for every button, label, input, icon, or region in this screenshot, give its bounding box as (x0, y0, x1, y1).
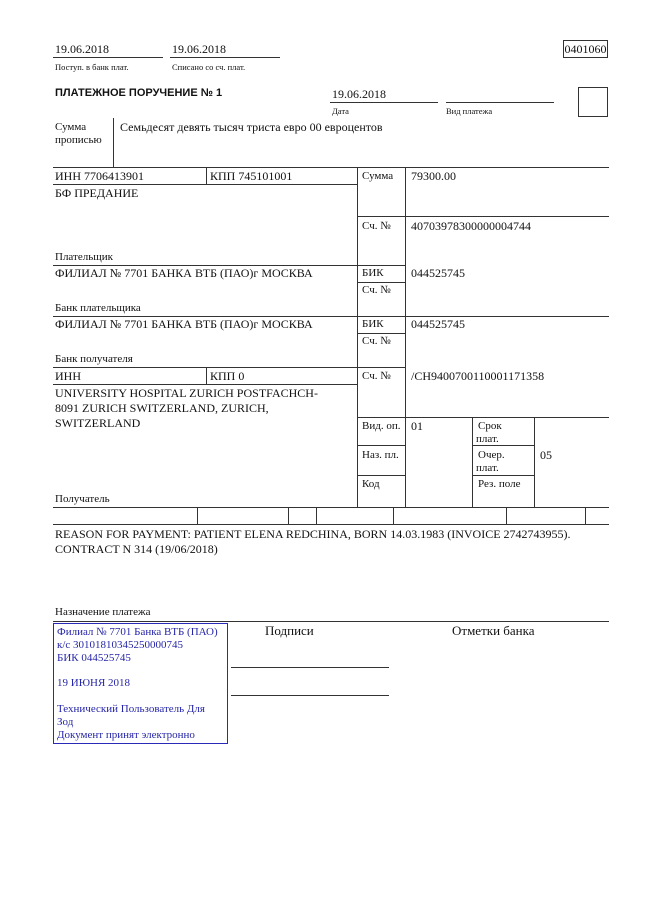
payee-account: /CH9400700110001171358 (411, 369, 545, 383)
stamp-line: Зод (57, 716, 74, 728)
reserve-label: Рез. поле (478, 478, 521, 490)
amount-words-label-1: Сумма (55, 121, 87, 133)
purpose-label: Назначение платежа (55, 606, 151, 618)
payee-bank-name: ФИЛИАЛ № 7701 БАНКА ВТБ (ПАО)г МОСКВА (55, 317, 313, 331)
payer-bik-label: БИК (362, 267, 384, 279)
payer-label: Плательщик (55, 251, 113, 263)
purpose-line-1: REASON FOR PAYMENT: PATIENT ELENA REDCHINA, BORN 14.03.1983 (INVOICE 2742743955). (55, 527, 571, 541)
payee-account-label: Сч. № (362, 370, 391, 382)
stamp-line: к/с 30101810345250000745 (57, 639, 184, 651)
payer-bank-label: Банк плательщика (55, 302, 141, 314)
payer-bik: 044525745 (411, 266, 465, 280)
purpose-line-2: CONTRACT N 314 (19/06/2018) (55, 542, 218, 556)
payer-name: БФ ПРЕДАНИЕ (55, 186, 139, 200)
payer-kpp: КПП 745101001 (210, 169, 293, 183)
payer-inn: ИНН 7706413901 (55, 169, 144, 183)
date-received-label: Поступ. в банк плат. (55, 62, 129, 72)
payee-bik-label: БИК (362, 318, 384, 330)
payee-kpp: КПП 0 (210, 369, 245, 383)
purpose-code-label: Наз. пл. (362, 449, 399, 461)
amount-words-label-2: прописью (55, 134, 102, 146)
term-label-2: плат. (476, 433, 499, 445)
payment-type-label: Вид платежа (446, 106, 493, 116)
sum-value: 79300.00 (411, 169, 456, 183)
priority-label-2: плат. (476, 462, 499, 474)
payee-label: Получатель (55, 493, 110, 505)
payee-bank-label: Банк получателя (55, 353, 133, 365)
signatures-label: Подписи (265, 623, 314, 638)
payee-name-3: SWITZERLAND (55, 416, 141, 430)
stamp-line: Документ принят электронно (57, 729, 195, 741)
stamp-line: БИК 044525745 (57, 652, 131, 664)
date-debited-label: Списано со сч. плат. (172, 62, 246, 72)
bank-stamp (53, 623, 228, 744)
payee-name-2: 8091 ZURICH SWITZERLAND, ZURICH, (55, 401, 269, 415)
payer-account-label: Сч. № (362, 220, 391, 232)
stamp-line: Филиал № 7701 Банка ВТБ (ПАО) (57, 626, 218, 638)
form-code: 0401060 (564, 42, 607, 56)
payee-name-1: UNIVERSITY HOSPITAL ZURICH POSTFACHCH- (55, 386, 318, 400)
page-title: ПЛАТЕЖНОЕ ПОРУЧЕНИЕ № 1 (55, 87, 223, 99)
payee-bank-account-label: Сч. № (362, 335, 391, 347)
order-date: 19.06.2018 (332, 87, 386, 101)
op-type-label: Вид. оп. (362, 420, 401, 432)
status-box (578, 87, 608, 117)
payer-account: 40703978300000004744 (411, 219, 531, 233)
date-debited: 19.06.2018 (172, 42, 226, 56)
date-received: 19.06.2018 (55, 42, 109, 56)
payer-bank-account-label: Сч. № (362, 284, 391, 296)
op-type: 01 (411, 419, 423, 433)
priority-label-1: Очер. (478, 449, 505, 461)
payer-bank-name: ФИЛИАЛ № 7701 БАНКА ВТБ (ПАО)г МОСКВА (55, 266, 313, 280)
priority: 05 (540, 448, 552, 462)
amount-words: Семьдесят девять тысяч триста евро 00 евроцентов (120, 120, 383, 134)
payee-bik: 044525745 (411, 317, 465, 331)
bank-marks-label: Отметки банка (452, 623, 535, 638)
code-label: Код (362, 478, 380, 490)
payee-inn: ИНН (55, 369, 81, 383)
stamp-date: 19 ИЮНЯ 2018 (57, 677, 131, 689)
stamp-line: Технический Пользователь Для (57, 703, 205, 715)
sum-label: Сумма (362, 170, 394, 182)
order-date-label: Дата (332, 106, 349, 116)
term-label-1: Срок (478, 420, 502, 432)
